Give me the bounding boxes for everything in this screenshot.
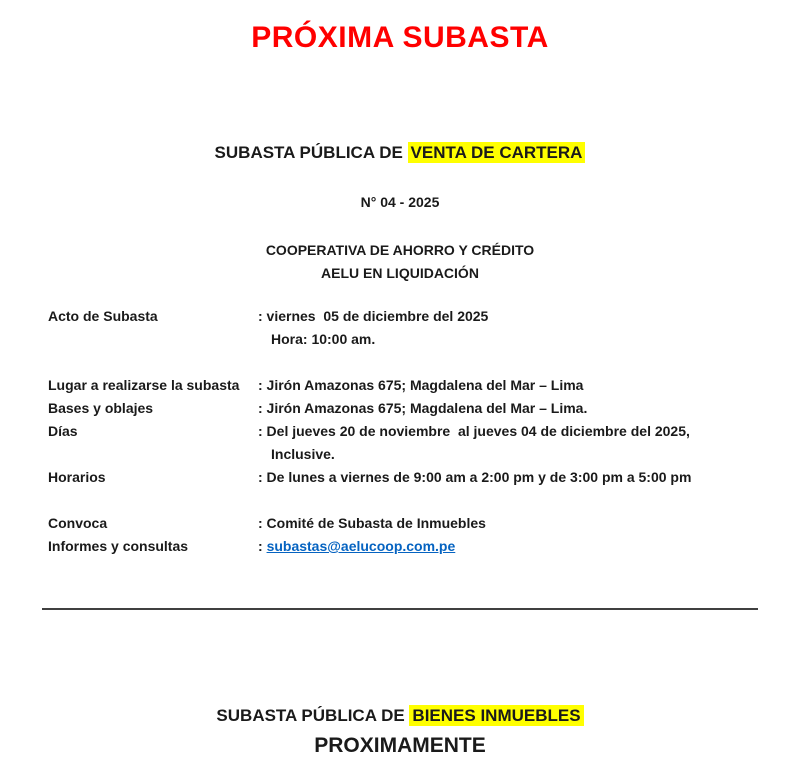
section-title-inmuebles [0, 705, 800, 727]
footer-title-prefix: SUBASTA PÚBLICA DE [216, 706, 410, 725]
detail-label: Informes y consultas [48, 538, 189, 554]
detail-value [258, 420, 764, 466]
detail-label: Días [48, 423, 78, 439]
value-line: : Del jueves 20 de noviembre al jueves 04 de diciembre del 2025, [258, 423, 690, 439]
organization-name [0, 239, 800, 285]
detail-row-convoca [48, 512, 764, 535]
detail-row-bases-y-oblajes [48, 397, 764, 420]
detail-label: Bases y oblajes [48, 400, 154, 416]
detail-row-dias [48, 420, 764, 466]
detail-value [258, 512, 764, 535]
detail-row-lugar [48, 374, 764, 397]
detail-label: Acto de Subasta [48, 308, 158, 324]
section-title-prefix: SUBASTA PÚBLICA DE [214, 143, 408, 162]
auction-number: N° 04 - 2025 [360, 194, 440, 210]
detail-label: Convoca [48, 515, 108, 531]
page-title: PRÓXIMA SUBASTA [251, 21, 549, 54]
footer-title-highlight: BIENES INMUEBLES [409, 705, 583, 726]
value-line: Hora: 10:00 am. [271, 331, 376, 347]
email-link[interactable]: subastas@aelucoop.com.pe [266, 538, 456, 554]
value-line: Inclusive. [271, 446, 335, 462]
detail-value [258, 535, 764, 558]
value-line [258, 535, 764, 558]
value-line: : De lunes a viernes de 9:00 am a 2:00 pm y de 3:00 pm a 5:00 pm [258, 469, 692, 485]
value-line: : Jirón Amazonas 675; Magdalena del Mar – Lima. [258, 400, 588, 416]
detail-row-acto-de-subasta [48, 305, 764, 351]
section-title-highlight: VENTA DE CARTERA [408, 142, 586, 163]
organization-line-2: AELU EN LIQUIDACIÓN [321, 265, 479, 281]
colon: : [258, 538, 267, 554]
detail-label: Lugar a realizarse la subasta [48, 377, 240, 393]
value-line: : Jirón Amazonas 675; Magdalena del Mar – Lima [258, 377, 584, 393]
detail-value [258, 305, 764, 351]
coming-soon-title: PROXIMAMENTE [314, 734, 486, 757]
section-divider [42, 608, 758, 610]
detail-value [258, 466, 764, 489]
detail-value [258, 374, 764, 397]
organization-line-1: COOPERATIVA DE AHORRO Y CRÉDITO [265, 242, 535, 258]
details-section [0, 305, 800, 558]
detail-row-informes [48, 535, 764, 558]
detail-label: Horarios [48, 469, 106, 485]
detail-value [258, 397, 764, 420]
detail-row-horarios [48, 466, 764, 489]
value-line: : Comité de Subasta de Inmuebles [258, 515, 486, 531]
section-title-cartera [0, 142, 800, 164]
value-line: : viernes 05 de diciembre del 2025 [258, 308, 489, 324]
